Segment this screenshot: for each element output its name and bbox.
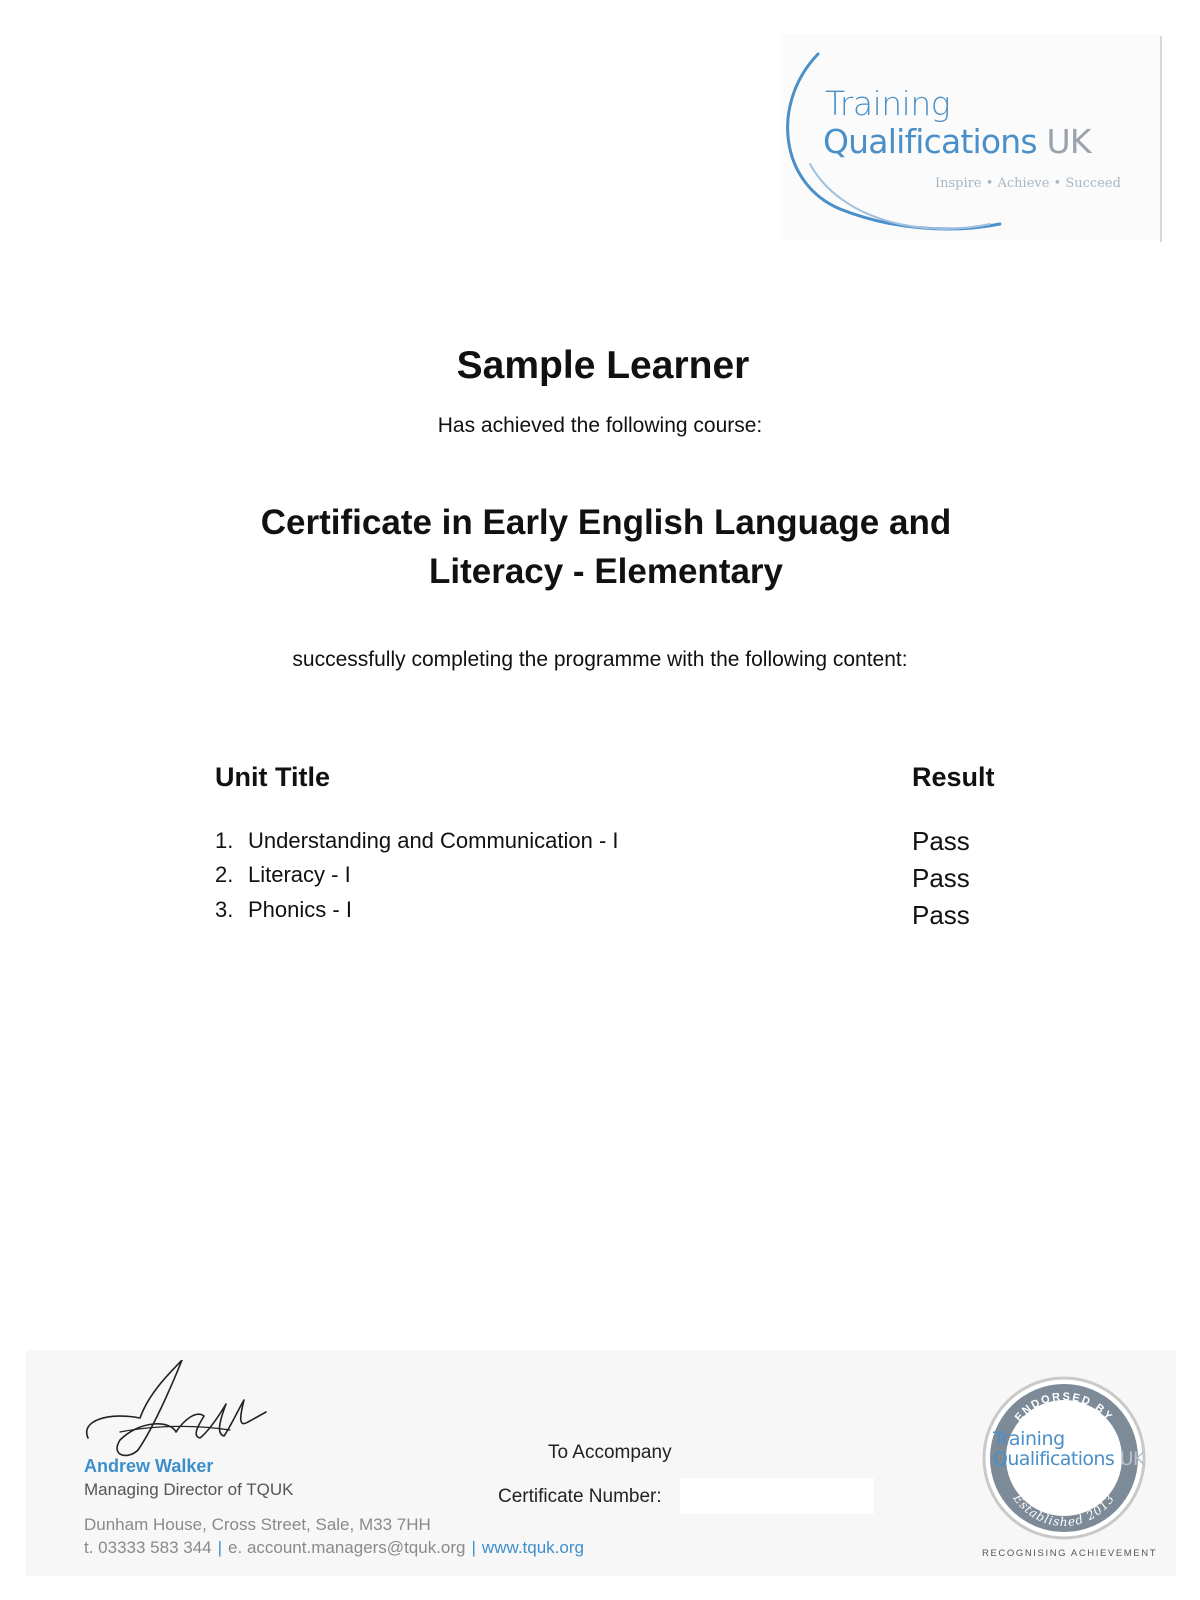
badge-text-qualifications xyxy=(993,1448,1145,1470)
signer-name: Andrew Walker xyxy=(84,1456,214,1476)
to-accompany-label: To Accompany xyxy=(548,1442,672,1463)
logo-text-qualifications-main: Qualifications xyxy=(823,122,1037,161)
course-title-line2: Literacy - Elementary xyxy=(428,552,784,591)
signer-role: Managing Director of TQUK xyxy=(84,1480,294,1499)
separator-icon: | xyxy=(471,1538,476,1557)
badge-top-text: ENDORSED BY xyxy=(1012,1390,1116,1424)
logo-text-qualifications xyxy=(823,122,1091,161)
badge-text-training: Training xyxy=(993,1428,1065,1450)
unit-number: 1. xyxy=(215,828,234,853)
logo-text-training: Training xyxy=(825,84,951,123)
address: Dunham House, Cross Street, Sale, M33 7HH xyxy=(84,1515,431,1534)
unit-title: Literacy - I xyxy=(248,862,351,887)
signature-image xyxy=(80,1360,270,1460)
unit-title: Phonics - I xyxy=(248,897,352,922)
contact-line xyxy=(84,1538,584,1558)
unit-result: Pass xyxy=(912,826,970,856)
table-row xyxy=(215,828,619,854)
certificate-number-label: Certificate Number: xyxy=(498,1486,662,1507)
table-row xyxy=(215,862,351,888)
course-title xyxy=(0,498,1200,596)
content-text: successfully completing the programme with the following content: xyxy=(292,648,908,671)
unit-result: Pass xyxy=(912,863,970,893)
separator-icon: | xyxy=(217,1538,223,1557)
website-link[interactable]: www.tquk.org xyxy=(481,1538,584,1557)
course-title-line1: Certificate in Early English Language and xyxy=(260,503,952,542)
result-header: Result xyxy=(912,762,995,792)
achieved-text: Has achieved the following course: xyxy=(437,414,763,437)
unit-result: Pass xyxy=(912,900,970,930)
unit-number: 2. xyxy=(215,862,234,887)
table-row xyxy=(215,897,352,923)
phone-number: t. 03333 583 344 xyxy=(84,1538,212,1557)
badge-caption: RECOGNISING ACHIEVEMENT xyxy=(982,1548,1158,1559)
badge-text-uk: UK xyxy=(1119,1448,1145,1470)
logo-tagline: Inspire • Achieve • Succeed xyxy=(935,176,1121,191)
logo-divider xyxy=(1160,36,1162,242)
unit-number: 3. xyxy=(215,897,234,922)
badge-bottom-text: Established 2013 xyxy=(1010,1491,1118,1530)
email-address[interactable]: e. account.managers@tquk.org xyxy=(228,1538,466,1557)
certificate-number-redaction xyxy=(680,1478,874,1514)
learner-name: Sample Learner xyxy=(456,344,750,387)
badge-text-qualifications-main: Qualifications xyxy=(993,1448,1115,1470)
logo-text-uk: UK xyxy=(1046,122,1091,161)
certificate-number xyxy=(498,1486,662,1508)
unit-title-header: Unit Title xyxy=(215,762,331,792)
unit-title: Understanding and Communication - I xyxy=(248,828,619,853)
